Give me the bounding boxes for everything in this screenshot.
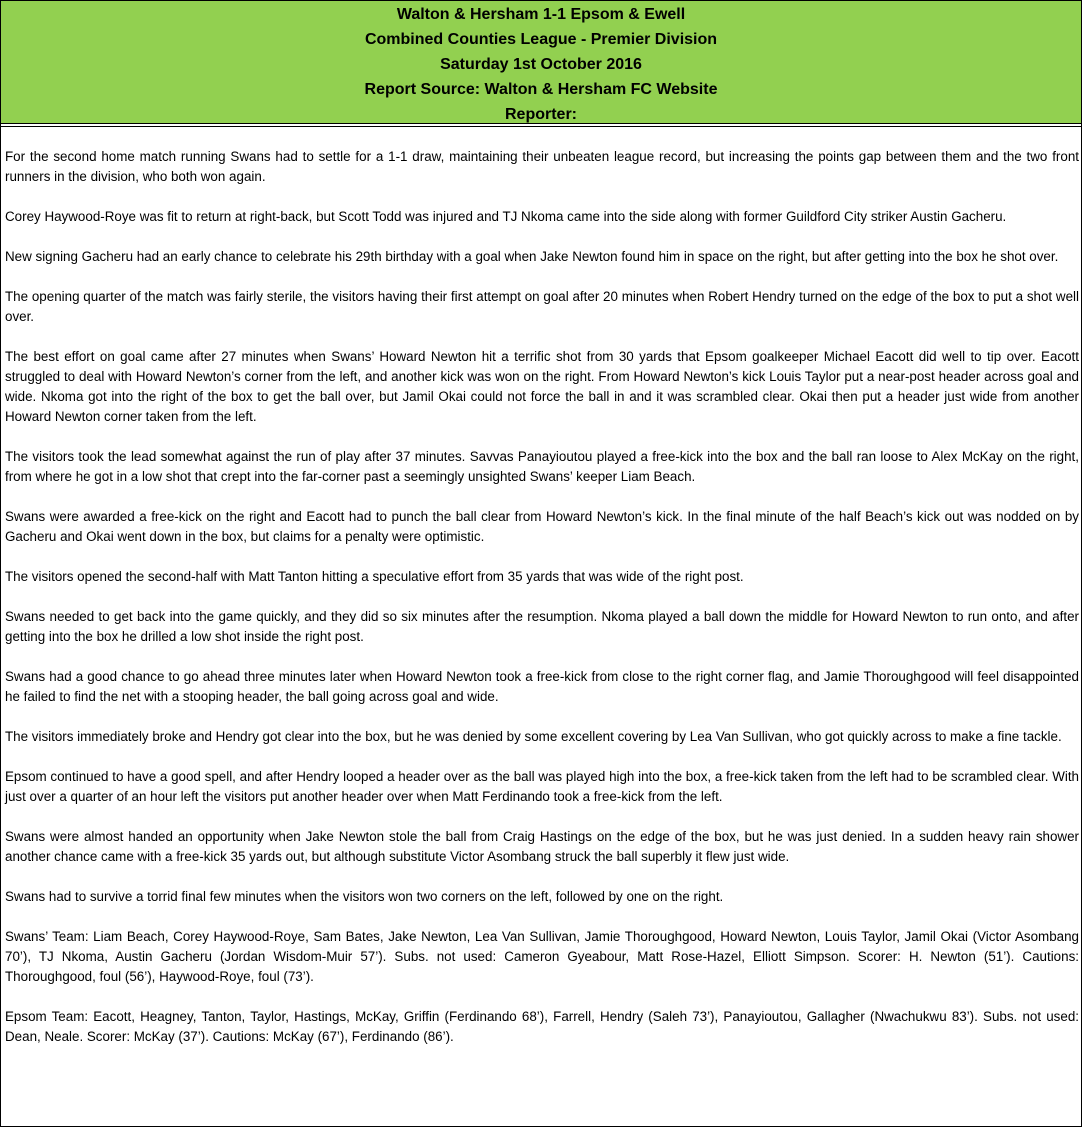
report-paragraph: Swans were awarded a free-kick on the right and Eacott had to punch the ball clear from Howard Newton’s kick. In the final minute of the half Beach’s kick out was nodded on by Gacheru and Okai went down in the box, but claims for a penalty were optimistic.	[5, 509, 1079, 544]
report-paragraph: Swans needed to get back into the game quickly, and they did so six minutes after the resumption. Nkoma played a ball down the middle for Howard Newton to run onto, and after getting into the box he drilled a low shot inside the right post.	[5, 609, 1079, 644]
reporter-label: Reporter:	[504, 106, 577, 123]
header-divider	[1, 126, 1081, 127]
swans-team-lineup: Swans’ Team: Liam Beach, Corey Haywood-Roye, Sam Bates, Jake Newton, Lea Van Sullivan, Jamie Thoroughgood, Howard Newton, Louis Taylor, Jamil Okai (Victor Asombang 70’), TJ Nkoma, Austin Gacheru (Jordan Wisdom-Muir 57’). Subs. not used: Cameron Gyeabour, Matt Rose-Hazel, Elliott Simpson. Scorer: H. Newton (51’). Cautions: Thoroughgood, foul (56’), Haywood-Roye, foul (73’).	[5, 929, 1079, 984]
report-source: Report Source: Walton & Hersham FC Website	[364, 81, 718, 98]
report-paragraph: Swans were almost handed an opportunity when Jake Newton stole the ball from Craig Hastings on the edge of the box, but he was just denied. In a sudden heavy rain shower another chance came with a free-kick 35 yards out, but although substitute Victor Asombang struck the ball superbly it flew just wide.	[5, 829, 1079, 864]
report-paragraph: For the second home match running Swans had to settle for a 1-1 draw, maintaining their unbeaten league record, but increasing the points gap between them and the two front runners in the division, who both won again.	[5, 149, 1079, 184]
report-paragraph: The visitors opened the second-half with Matt Tanton hitting a speculative effort from 35 yards that was wide of the right post.	[5, 569, 744, 584]
report-header	[1, 0, 1081, 124]
report-paragraph: Swans had a good chance to go ahead three minutes later when Howard Newton took a free-kick from close to the right corner flag, and Jamie Thoroughgood will feel disappointed he failed to find the net with a stooping header, the ball going across goal and wide.	[5, 669, 1079, 704]
epsom-team-lineup: Epsom Team: Eacott, Heagney, Tanton, Taylor, Hastings, McKay, Griffin (Ferdinando 68’), Farrell, Hendry (Saleh 73’), Panayioutou, Gallagher (Nwachukwu 83’). Subs. not used: Dean, Neale. Scorer: McKay (37’). Cautions: McKay (67’), Ferdinando (86’).	[5, 1009, 1079, 1044]
report-paragraph: The best effort on goal came after 27 minutes when Swans’ Howard Newton hit a terrific shot from 30 yards that Epsom goalkeeper Michael Eacott did well to tip over. Eacott struggled to deal with Howard Newton’s corner from the left, and another kick was won on the right. From Howard Newton’s kick Louis Taylor put a near-post header across goal and wide. Nkoma got into the right of the box to get the ball over, but Jamil Okai could not force the ball in and it was scrambled clear. Okai then put a header just wide from another Howard Newton corner taken from the left.	[5, 349, 1079, 424]
report-paragraph: Corey Haywood-Roye was fit to return at right-back, but Scott Todd was injured and TJ Nkoma came into the side along with former Guildford City striker Austin Gacheru.	[5, 209, 1007, 224]
competition-title: Combined Counties League - Premier Division	[364, 31, 718, 48]
report-body	[5, 147, 1079, 1067]
report-paragraph: The visitors immediately broke and Hendry got clear into the box, but he was denied by some excellent covering by Lea Van Sullivan, who got quickly across to make a fine tackle.	[5, 729, 1062, 744]
report-paragraph: Epsom continued to have a good spell, and after Hendry looped a header over as the ball was played high into the box, a free-kick taken from the left had to be scrambled clear. With just over a quarter of an hour left the visitors put another header over when Matt Ferdinando took a free-kick from the left.	[5, 769, 1079, 804]
match-date: Saturday 1st October 2016	[440, 56, 642, 73]
match-title: Walton & Hersham 1-1 Epsom & Ewell	[396, 6, 686, 23]
report-paragraph: The visitors took the lead somewhat against the run of play after 37 minutes. Savvas Panayioutou played a free-kick into the box and the ball ran loose to Alex McKay on the right, from where he got in a low shot that crept into the far-corner past a seemingly unsighted Swans’ keeper Liam Beach.	[5, 449, 1079, 484]
report-paragraph: New signing Gacheru had an early chance to celebrate his 29th birthday with a goal when Jake Newton found him in space on the right, but after getting into the box he shot over.	[5, 249, 1059, 264]
report-paragraph: The opening quarter of the match was fairly sterile, the visitors having their first attempt on goal after 20 minutes when Robert Hendry turned on the edge of the box to put a shot well over.	[5, 289, 1079, 324]
report-paragraph: Swans had to survive a torrid final few minutes when the visitors won two corners on the left, followed by one on the right.	[5, 889, 724, 904]
